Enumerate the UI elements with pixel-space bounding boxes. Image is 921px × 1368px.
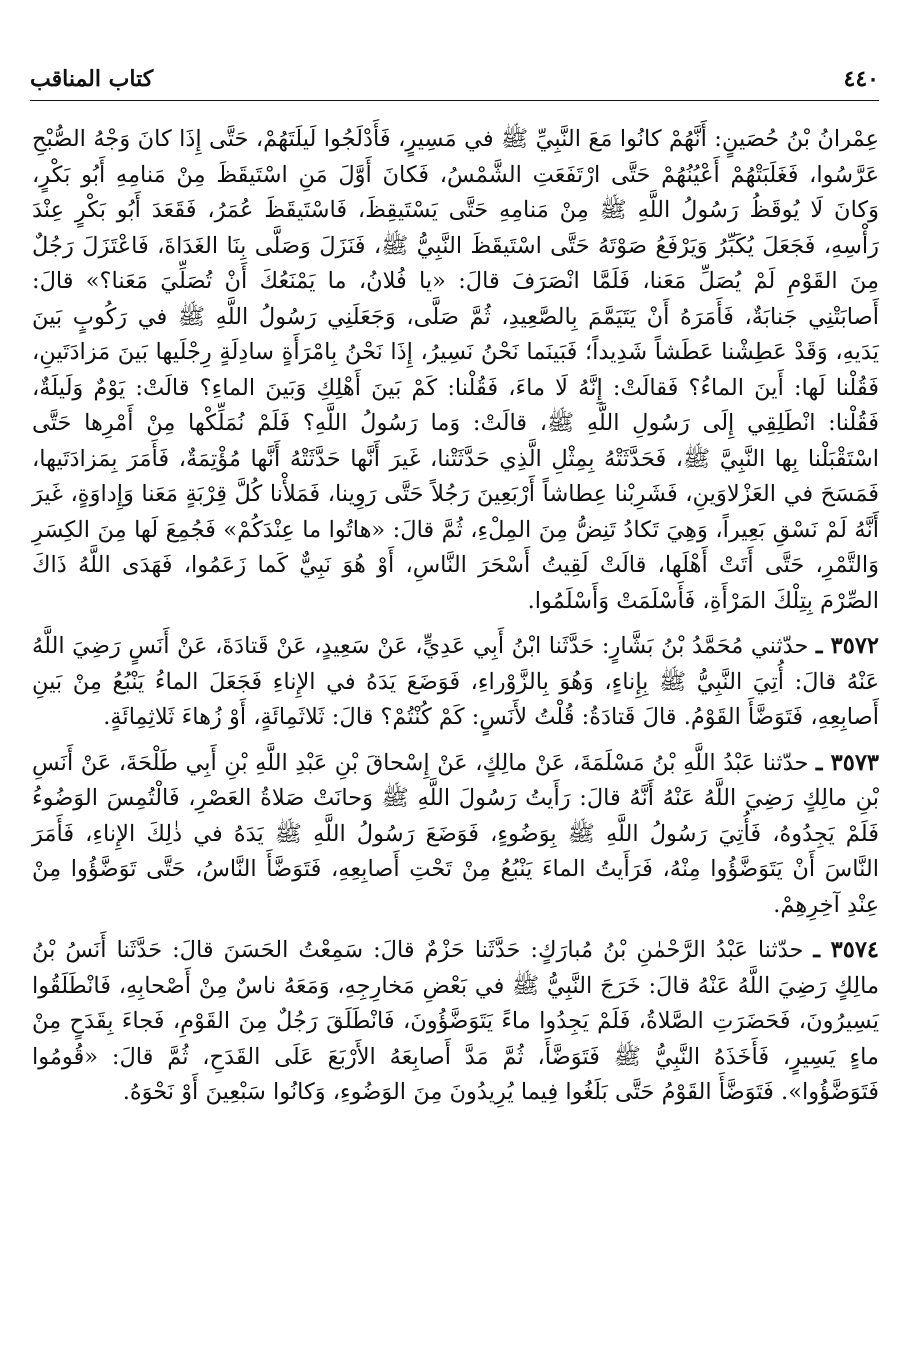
- paragraph-text: حدّثنا عَبْدُ الرَّحْمٰنِ بْنُ مُبارَكٍ: حَدَّثَنا حَزْمٌ قالَ: سَمِعْتُ الحَسَنَ قالَ: حَدَّثَنا أَنَسُ بْنُ مالِكٍ رَضِيَ اللَّهُ عَنْهُ قالَ: خَرَجَ النَّبِيُّ ﷺ في بَعْضِ مَخارِجِهِ، وَمَعَهُ ناسٌ مِنْ أَصْحابِهِ، فَانْطَلَقُوا يَسِيرُونَ، فَحَضَرَتِ الصَّلاةُ، فَلَمْ يَجِدُوا ماءً يَتَوَضَّؤُونَ، فَانْطَلَقَ رَجُلٌ مِنَ القَوْمِ، فَجاءَ بِقَدَحٍ مِنْ ماءٍ يَسِيرٍ، فَأَخَذَهُ النَّبِيُّ ﷺ فَتَوَضَّأَ، ثُمَّ مَدَّ أَصابِعَهُ الأَرْبَعَ عَلَى القَدَحِ، ثُمَّ قالَ: «قُومُوا فَتَوَضَّؤُوا». فَتَوَضَّأَ القَوْمُ حَتَّى بَلَغُوا فِيما يُرِيدُونَ مِنَ الوَضُوءِ، وَكانُوا سَبْعِينَ أَوْ نَحْوَهُ.: [32, 937, 879, 1105]
- paragraph-text: حدّثنا عَبْدُ اللَّهِ بْنُ مَسْلَمَةَ، عَنْ مالِكٍ، عَنْ إِسْحاقَ بْنِ عَبْدِ اللَّهِ بْنِ أَبِي طَلْحَةَ، عَنْ أَنَسِ بْنِ مالِكٍ رَضِيَ اللَّهُ عَنْهُ أَنَّهُ قالَ: رَأَيتُ رَسُولَ اللَّهِ ﷺ وَحانَتْ صَلاةُ العَصْرِ، فَالْتُمِسَ الوَضُوءُ فَلَمْ يَجِدُوهُ، فَأُتِيَ رَسُولُ اللَّهِ ﷺ بِوَضُوءٍ، فَوَضَعَ رَسُولُ اللَّهِ ﷺ يَدَهُ في ذٰلِكَ الإِناءِ، فَأَمَرَ النَّاسَ أَنْ يَتَوَضَّؤُوا مِنْهُ، فَرَأَيتُ الماءَ يَنْبُعُ مِنْ تَحْتِ أَصابِعِهِ، فَتَوَضَّأَ النَّاسُ، حَتَّى تَوَضَّؤُوا مِنْ عِنْدِ آخِرِهِمْ.: [32, 749, 879, 918]
- page-number: ٤٤٠: [843, 66, 879, 92]
- paragraph-continued: [32, 122, 879, 619]
- hadith-3572: [32, 629, 879, 736]
- page-header: [30, 64, 879, 101]
- hadith-number: ٣٥٧٣ ـ: [815, 749, 879, 776]
- hadith-3573: [32, 746, 879, 924]
- hadith-number: ٣٥٧٤ ـ: [813, 937, 879, 963]
- main-text: [32, 122, 879, 1111]
- paragraph-text: حدّثني مُحَمَّدُ بْنُ بَشَّارٍ: حَدَّثَنا ابْنُ أَبِي عَدِيٍّ، عَنْ سَعِيدٍ، عَنْ قَتادَةَ، عَنْ أَنَسٍ رَضِيَ اللَّهُ عَنْهُ قالَ: أُتِيَ النَّبِيُّ ﷺ بِإِناءٍ، وَهُوَ بِالزَّوْراءِ، فَوَضَعَ يَدَهُ في الإِناءِ فَجَعَلَ الماءُ يَنْبُعُ مِنْ بَينِ أَصابِعِهِ، فَتَوَضَّأَ القَوْمُ. قالَ قَتادَةُ: قُلْتُ لأَنَسٍ: كَمْ كُنْتُمْ؟ قالَ: ثَلاثَمِائَةٍ، أَوْ زُهاءَ ثَلاثِمِائَةٍ.: [32, 633, 879, 730]
- hadith-number: ٣٥٧٢ ـ: [815, 633, 880, 659]
- paragraph-text: عِمْرانُ بْنُ حُصَينٍ: أَنَّهُمْ كانُوا مَعَ النَّبِيِّ ﷺ في مَسِيرٍ، فَأَدْلَجُوا لَيلَتَهُمْ، حَتَّى إِذَا كانَ وَجْهُ الصُّبْحِ عَرَّسُوا، فَغَلَبَتْهُمْ أَعْيُنُهُمْ حَتَّى ارْتَفَعَتِ الشَّمْسُ، فَكانَ أَوَّلَ مَنِ اسْتَيقَظَ مِنْ مَنامِهِ أَبُو بَكْرٍ، وَكانَ لَا يُوقَظُ رَسُولُ اللَّهِ ﷺ مِنْ مَنامِهِ حَتَّى يَسْتَيقِظَ، فَاسْتَيقَظَ عُمَرُ، فَقَعَدَ أَبُو بَكْرٍ عِنْدَ رَأْسِهِ، فَجَعَلَ يُكَبِّرُ وَيَرْفَعُ صَوْتَهُ حَتَّى اسْتَيقَظَ النَّبِيُّ ﷺ، فَنَزَلَ وَصَلَّى بِنَا الغَدَاةَ، فَاعْتَزَلَ رَجُلٌ مِنَ القَوْمِ لَمْ يُصَلِّ مَعَنا، فَلَمَّا انْصَرَفَ قالَ: «يا فُلانُ، ما يَمْنَعُكَ أَنْ تُصَلِّيَ مَعَنا؟» قالَ: أَصابَتْنِي جَنابَةٌ، فَأَمَرَهُ أَنْ يَتَيَمَّمَ بِالصَّعِيدِ، ثُمَّ صَلَّى، وَجَعَلَنِي رَسُولُ اللَّهِ ﷺ في رَكُوبٍ بَينَ يَدَيهِ، وَقَدْ عَطِشْنا عَطَشاً شَدِيداً؛ فَبَينَما نَحْنُ نَسِيرُ، إِذَا نَحْنُ بِامْرَأَةٍ سادِلَةٍ رِجْلَيها بَينَ مَزادَتَينِ، فَقُلْنا لَها: أَينَ الماءُ؟ فَقالَتْ: إِنَّهُ لَا ماءَ، فَقُلْنا: كَمْ بَينَ أَهْلِكِ وَبَينَ الماءِ؟ قالَتْ: يَوْمٌ وَلَيلَةٌ، فَقُلْنا: انْطَلِقِي إِلَى رَسُولِ اللَّهِ ﷺ، قالَتْ: وَما رَسُولُ اللَّهِ؟ فَلَمْ نُمَلِّكْها مِنْ أَمْرِها حَتَّى اسْتَقْبَلْنا بِها النَّبِيَّ ﷺ، فَحَدَّثَتْهُ بِمِثْلِ الَّذِي حَدَّثَتْنا، غَيرَ أَنَّها حَدَّثَتْهُ أَنَّها مُؤْتِمَةٌ، فَأَمَرَ بِمَزادَتَيها، فَمَسَحَ في العَزْلاوَينِ، فَشَرِبْنا عِطاشاً أَرْبَعِينَ رَجُلاً حَتَّى رَوِينا، فَمَلأْنا كُلَّ قِرْبَةٍ مَعَنا وَإِداوَةٍ، غَيرَ أَنَّهُ لَمْ نَسْقِ بَعِيراً، وَهِيَ تَكادُ تَنِضُّ مِنَ المِلْءِ، ثُمَّ قالَ: «هاتُوا ما عِنْدَكُمْ» فَجُمِعَ لَها مِنَ الكِسَرِ وَالتَّمْرِ، حَتَّى أَتَتْ أَهْلَها، قالَتْ لَقِيتُ أَسْحَرَ النَّاسِ، أَوْ هُوَ نَبِيٌّ كَما زَعَمُوا، فَهَدَى اللَّهُ ذَاكَ الصِّرْمَ بِتِلْكَ المَرْأَةِ، فَأَسْلَمَتْ وَأَسْلَمُوا.: [32, 126, 879, 614]
- hadith-3574: [32, 933, 879, 1111]
- book-title: كتاب المناقب: [30, 66, 154, 92]
